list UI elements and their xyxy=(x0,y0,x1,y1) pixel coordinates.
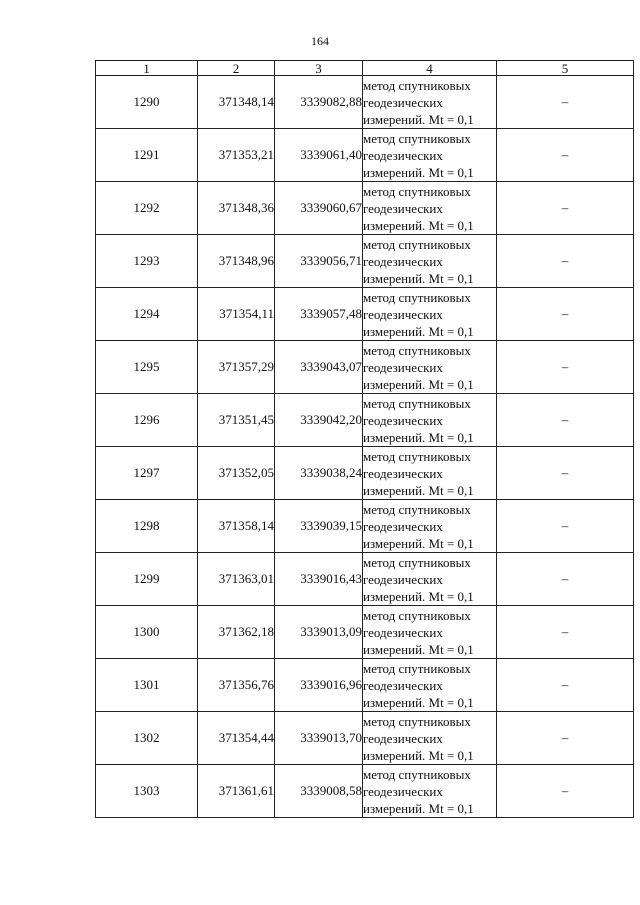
note-dash: – xyxy=(497,235,634,288)
page-number: 164 xyxy=(311,34,329,48)
note-dash: – xyxy=(497,129,634,182)
note-dash: – xyxy=(497,76,634,129)
measurement-method xyxy=(363,129,497,182)
method-line: геодезических xyxy=(363,783,443,799)
method-line: измерений. Mt = 0,1 xyxy=(363,217,474,233)
table-row xyxy=(96,500,634,553)
note-dash: – xyxy=(497,553,634,606)
point-number: 1301 xyxy=(96,659,198,712)
coordinate-y: 3339060,67 xyxy=(275,182,363,235)
point-number: 1290 xyxy=(96,76,198,129)
note-dash: – xyxy=(497,712,634,765)
coordinate-y: 3339038,24 xyxy=(275,447,363,500)
coordinate-x: 371354,44 xyxy=(198,712,275,765)
method-line: измерений. Mt = 0,1 xyxy=(363,376,474,392)
measurement-method xyxy=(363,765,497,818)
coordinate-x: 371351,45 xyxy=(198,394,275,447)
note-dash: – xyxy=(497,394,634,447)
measurement-method xyxy=(363,341,497,394)
method-line: метод спутниковых xyxy=(363,183,471,199)
method-line: геодезических xyxy=(363,94,443,110)
method-line: метод спутниковых xyxy=(363,448,471,464)
coordinate-x: 371363,01 xyxy=(198,553,275,606)
method-line: геодезических xyxy=(363,253,443,269)
coordinate-x: 371348,14 xyxy=(198,76,275,129)
measurement-method xyxy=(363,447,497,500)
method-line: измерений. Mt = 0,1 xyxy=(363,482,474,498)
method-line: метод спутниковых xyxy=(363,554,471,570)
method-line: геодезических xyxy=(363,359,443,375)
method-line: измерений. Mt = 0,1 xyxy=(363,800,474,816)
measurement-method xyxy=(363,76,497,129)
method-line: измерений. Mt = 0,1 xyxy=(363,694,474,710)
method-line: измерений. Mt = 0,1 xyxy=(363,535,474,551)
measurement-method xyxy=(363,553,497,606)
measurement-method xyxy=(363,235,497,288)
point-number: 1299 xyxy=(96,553,198,606)
method-line: геодезических xyxy=(363,200,443,216)
method-line: измерений. Mt = 0,1 xyxy=(363,588,474,604)
point-number: 1303 xyxy=(96,765,198,818)
note-dash: – xyxy=(497,288,634,341)
method-line: измерений. Mt = 0,1 xyxy=(363,747,474,763)
coordinate-y: 3339042,20 xyxy=(275,394,363,447)
column-header-3: 3 xyxy=(275,61,363,76)
coordinate-x: 371352,05 xyxy=(198,447,275,500)
note-dash: – xyxy=(497,500,634,553)
method-line: геодезических xyxy=(363,412,443,428)
coordinate-x: 371358,14 xyxy=(198,500,275,553)
method-line: измерений. Mt = 0,1 xyxy=(363,641,474,657)
coordinate-x: 371361,61 xyxy=(198,765,275,818)
column-header-4: 4 xyxy=(363,61,497,76)
point-number: 1293 xyxy=(96,235,198,288)
method-line: метод спутниковых xyxy=(363,395,471,411)
coordinate-x: 371353,21 xyxy=(198,129,275,182)
method-line: геодезических xyxy=(363,306,443,322)
table-row xyxy=(96,341,634,394)
point-number: 1296 xyxy=(96,394,198,447)
measurement-method xyxy=(363,394,497,447)
note-dash: – xyxy=(497,182,634,235)
point-number: 1297 xyxy=(96,447,198,500)
point-number: 1291 xyxy=(96,129,198,182)
method-line: измерений. Mt = 0,1 xyxy=(363,270,474,286)
coordinate-x: 371362,18 xyxy=(198,606,275,659)
note-dash: – xyxy=(497,606,634,659)
method-line: метод спутниковых xyxy=(363,713,471,729)
coordinate-y: 3339056,71 xyxy=(275,235,363,288)
coordinate-x: 371354,11 xyxy=(198,288,275,341)
coordinate-y: 3339013,09 xyxy=(275,606,363,659)
method-line: метод спутниковых xyxy=(363,660,471,676)
coordinate-x: 371357,29 xyxy=(198,341,275,394)
measurement-method xyxy=(363,500,497,553)
table-row xyxy=(96,129,634,182)
note-dash: – xyxy=(497,447,634,500)
column-header-1: 1 xyxy=(96,61,198,76)
method-line: метод спутниковых xyxy=(363,501,471,517)
table-row xyxy=(96,447,634,500)
measurement-method xyxy=(363,288,497,341)
point-number: 1294 xyxy=(96,288,198,341)
coordinate-y: 3339043,07 xyxy=(275,341,363,394)
table-row xyxy=(96,659,634,712)
method-line: геодезических xyxy=(363,465,443,481)
table-row xyxy=(96,553,634,606)
method-line: геодезических xyxy=(363,677,443,693)
table-row xyxy=(96,394,634,447)
column-header-2: 2 xyxy=(198,61,275,76)
measurement-method xyxy=(363,659,497,712)
method-line: метод спутниковых xyxy=(363,766,471,782)
measurement-method xyxy=(363,712,497,765)
method-line: метод спутниковых xyxy=(363,342,471,358)
coordinate-y: 3339039,15 xyxy=(275,500,363,553)
note-dash: – xyxy=(497,659,634,712)
method-line: метод спутниковых xyxy=(363,236,471,252)
table-row xyxy=(96,288,634,341)
coordinate-y: 3339057,48 xyxy=(275,288,363,341)
coordinates-table xyxy=(95,60,634,818)
method-line: метод спутниковых xyxy=(363,130,471,146)
coordinate-y: 3339082,88 xyxy=(275,76,363,129)
method-line: измерений. Mt = 0,1 xyxy=(363,164,474,180)
table-row xyxy=(96,235,634,288)
point-number: 1298 xyxy=(96,500,198,553)
measurement-method xyxy=(363,606,497,659)
method-line: метод спутниковых xyxy=(363,77,471,93)
coordinate-y: 3339008,58 xyxy=(275,765,363,818)
note-dash: – xyxy=(497,765,634,818)
table-row xyxy=(96,765,634,818)
method-line: геодезических xyxy=(363,571,443,587)
coordinate-y: 3339016,96 xyxy=(275,659,363,712)
coordinate-y: 3339061,40 xyxy=(275,129,363,182)
method-line: измерений. Mt = 0,1 xyxy=(363,429,474,445)
point-number: 1295 xyxy=(96,341,198,394)
point-number: 1300 xyxy=(96,606,198,659)
table-row xyxy=(96,182,634,235)
coordinate-x: 371356,76 xyxy=(198,659,275,712)
method-line: метод спутниковых xyxy=(363,289,471,305)
table-body xyxy=(96,76,634,818)
table-row xyxy=(96,712,634,765)
point-number: 1292 xyxy=(96,182,198,235)
method-line: геодезических xyxy=(363,624,443,640)
coordinate-x: 371348,96 xyxy=(198,235,275,288)
method-line: измерений. Mt = 0,1 xyxy=(363,323,474,339)
coordinate-y: 3339016,43 xyxy=(275,553,363,606)
note-dash: – xyxy=(497,341,634,394)
coordinate-x: 371348,36 xyxy=(198,182,275,235)
method-line: геодезических xyxy=(363,518,443,534)
table-header xyxy=(96,61,634,76)
coordinate-y: 3339013,70 xyxy=(275,712,363,765)
column-header-5: 5 xyxy=(497,61,634,76)
measurement-method xyxy=(363,182,497,235)
method-line: геодезических xyxy=(363,730,443,746)
table-row xyxy=(96,76,634,129)
method-line: метод спутниковых xyxy=(363,607,471,623)
header-row xyxy=(96,61,634,76)
method-line: измерений. Mt = 0,1 xyxy=(363,111,474,127)
method-line: геодезических xyxy=(363,147,443,163)
point-number: 1302 xyxy=(96,712,198,765)
table-row xyxy=(96,606,634,659)
